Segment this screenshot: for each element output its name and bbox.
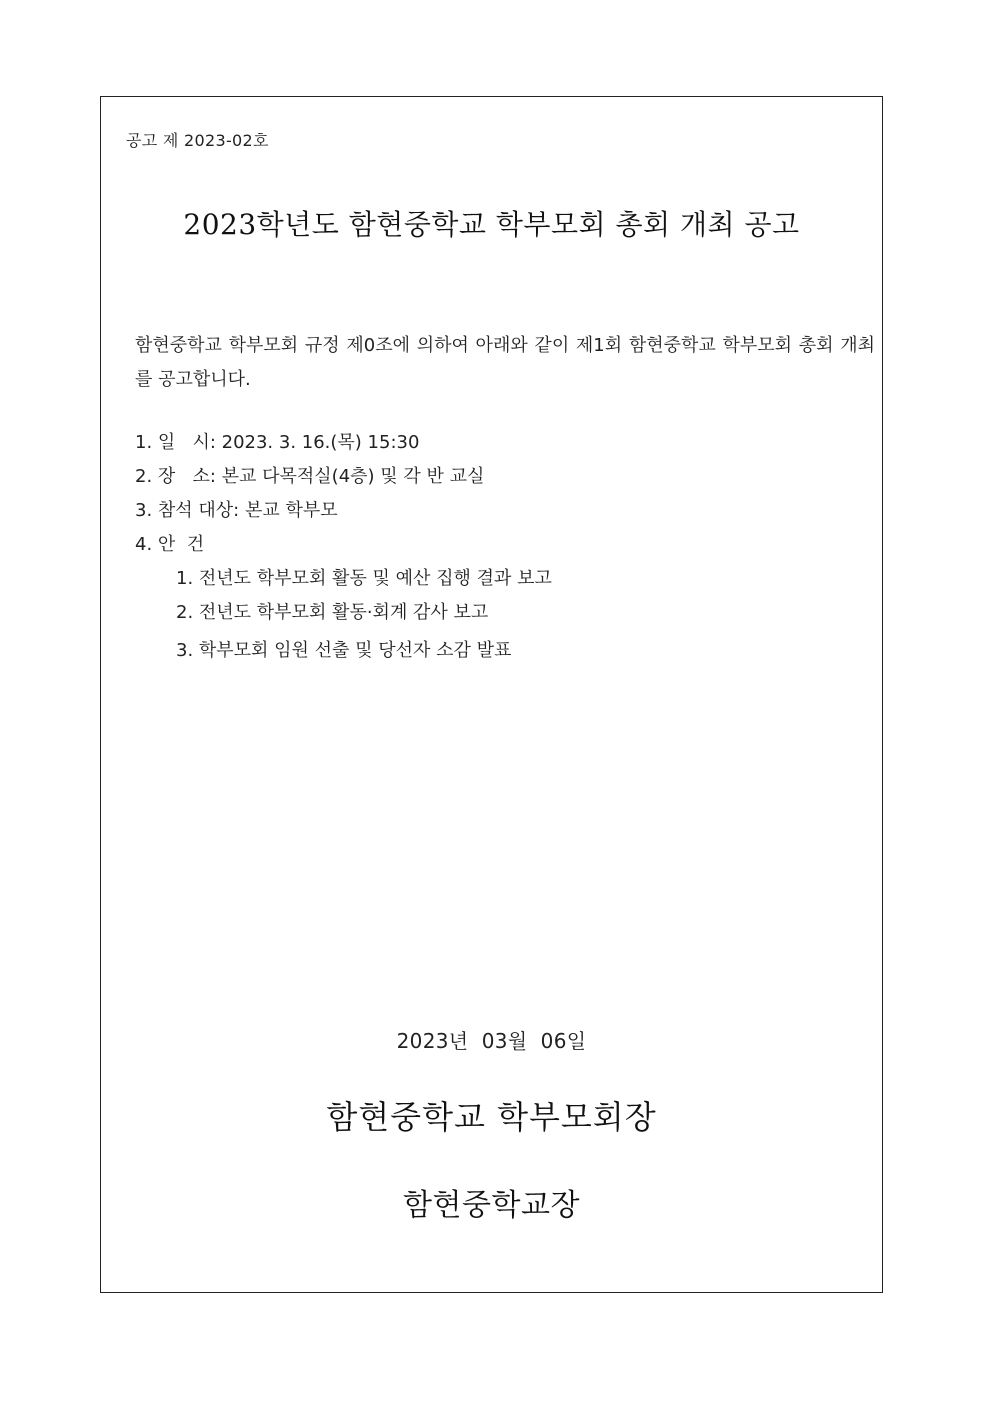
agenda-item-1: 1. 전년도 학부모회 활동 및 예산 집행 결과 보고 (176, 568, 552, 589)
signatory-pta-president: 함현중학교 학부모회장 (326, 1098, 657, 1136)
item-datetime: 1. 일 시: 2023. 3. 16.(목) 15:30 (135, 432, 420, 453)
signatory-principal: 함현중학교장 (403, 1188, 580, 1223)
document-frame (100, 96, 883, 1293)
intro-paragraph: 함현중학교 학부모회 규정 제0조에 의하여 아래와 같이 제1회 함현중학교 학부모회 총회 개최를 공고합니다. (135, 335, 875, 390)
document-title: 2023학년도 함현중학교 학부모회 총회 개최 공고 (183, 208, 800, 241)
notice-number: 공고 제 2023-02호 (126, 131, 269, 150)
item-agenda-heading: 4. 안 건 (135, 534, 205, 555)
notice-date: 2023년 03월 06일 (396, 1029, 587, 1053)
agenda-item-3: 3. 학부모회 임원 선출 및 당선자 소감 발표 (176, 640, 512, 661)
item-location: 2. 장 소: 본교 다목적실(4층) 및 각 반 교실 (135, 466, 485, 487)
item-attendees: 3. 참석 대상: 본교 학부모 (135, 500, 338, 521)
agenda-item-2: 2. 전년도 학부모회 활동·회계 감사 보고 (176, 602, 489, 623)
